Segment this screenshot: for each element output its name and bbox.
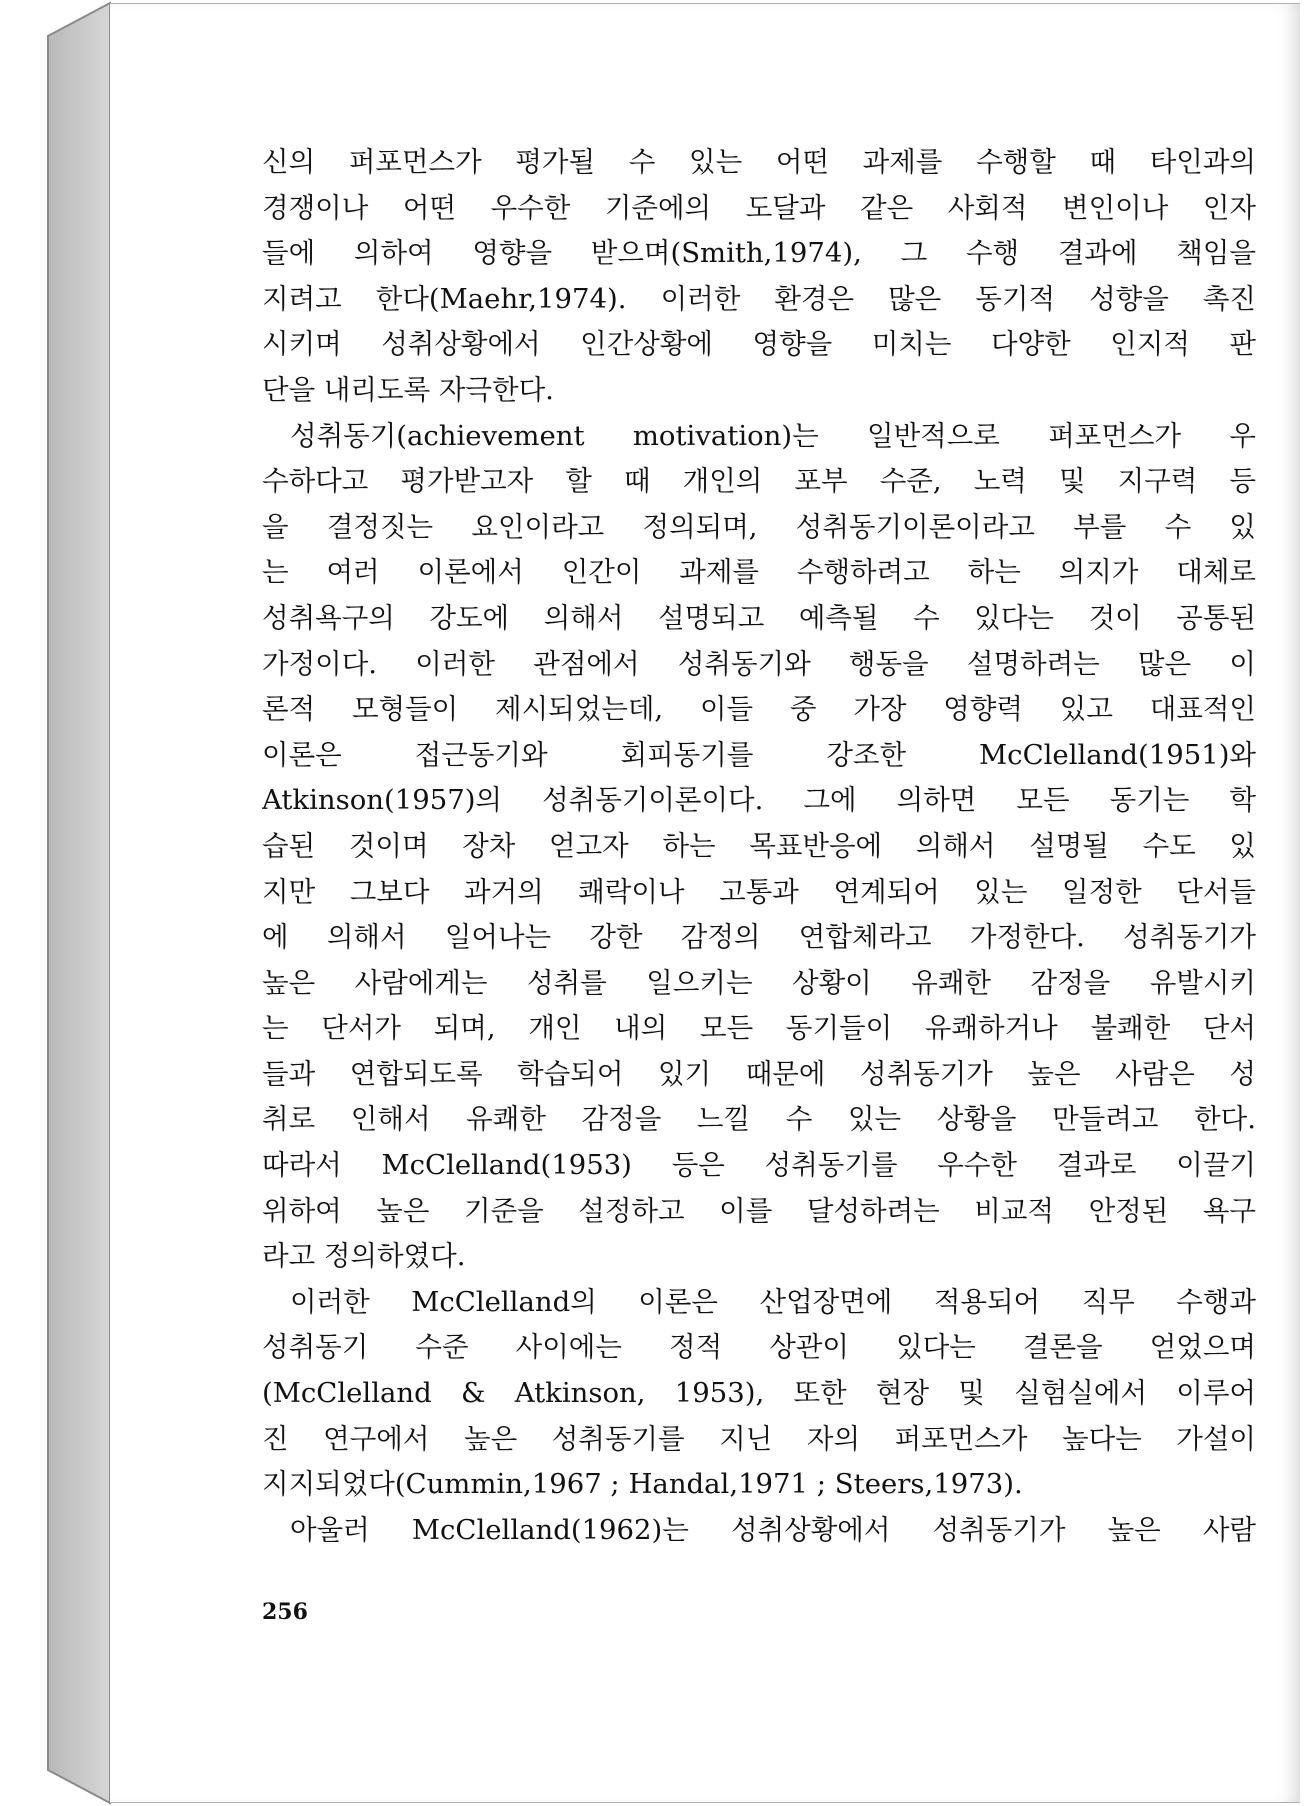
text-line: 단을 내리도록 자극한다. xyxy=(262,373,554,406)
text-line: 는 단서가 되며, 개인 내의 모든 동기들이 유쾌하거나 불쾌한 단서 xyxy=(262,1012,1256,1045)
paragraph-1 xyxy=(262,140,1256,414)
text-line: 높은 사람에게는 성취를 일으키는 상황이 유쾌한 감정을 유발시키 xyxy=(262,966,1256,999)
book-page xyxy=(110,3,1300,1803)
text-line: 경쟁이나 어떤 우수한 기준에의 도달과 같은 사회적 변인이나 인자 xyxy=(262,191,1256,224)
text-line: 들과 연합되도록 학습되어 있기 때문에 성취동기가 높은 사람은 성 xyxy=(262,1057,1256,1090)
text-line: 가정이다. 이러한 관점에서 성취동기와 행동을 설명하려는 많은 이 xyxy=(262,647,1256,680)
paragraph-2 xyxy=(262,414,1256,1280)
text-line: 아울러 McClelland(1962)는 성취상황에서 성취동기가 높은 사람 xyxy=(290,1513,1256,1546)
paragraph-4 xyxy=(262,1508,1256,1554)
text-line: 지만 그보다 과거의 쾌락이나 고통과 연계되어 있는 일정한 단서들 xyxy=(262,875,1256,908)
text-line: 성취동기(achievement motivation)는 일반적으로 퍼포먼스가 우 xyxy=(290,419,1256,452)
book-spine xyxy=(0,0,112,1806)
text-line: Atkinson(1957)의 성취동기이론이다. 그에 의하면 모든 동기는 학 xyxy=(262,784,1256,817)
text-line: 위하여 높은 기준을 설정하고 이를 달성하려는 비교적 안정된 욕구 xyxy=(262,1194,1256,1227)
text-line: 따라서 McClelland(1953) 등은 성취동기를 우수한 결과로 이끌기 xyxy=(262,1149,1256,1182)
text-line: 습된 것이며 장차 얻고자 하는 목표반응에 의해서 설명될 수도 있 xyxy=(262,829,1256,862)
text-line: 지지되었다(Cummin,1967 ; Handal,1971 ; Steers,1973). xyxy=(262,1468,1023,1501)
text-line: 론적 모형들이 제시되었는데, 이들 중 가장 영향력 있고 대표적인 xyxy=(262,693,1256,726)
text-line: 수하다고 평가받고자 할 때 개인의 포부 수준, 노력 및 지구력 등 xyxy=(262,465,1256,498)
page-number: 256 xyxy=(262,1599,308,1625)
text-line: 지려고 한다(Maehr,1974). 이러한 환경은 많은 동기적 성향을 촉진 xyxy=(262,282,1256,315)
text-line: 는 여러 이론에서 인간이 과제를 수행하려고 하는 의지가 대체로 xyxy=(262,556,1256,589)
paragraph-3 xyxy=(262,1280,1256,1508)
text-line: (McClelland & Atkinson, 1953), 또한 현장 및 실험실에서 이루어 xyxy=(262,1377,1256,1410)
text-line: 이러한 McClelland의 이론은 산업장면에 적용되어 직무 수행과 xyxy=(290,1285,1256,1318)
body-text xyxy=(262,140,1256,1553)
text-line: 진 연구에서 높은 성취동기를 지닌 자의 퍼포먼스가 높다는 가설이 xyxy=(262,1422,1256,1455)
text-line: 성취욕구의 강도에 의해서 설명되고 예측될 수 있다는 것이 공통된 xyxy=(262,601,1256,634)
text-line: 들에 의하여 영향을 받으며(Smith,1974), 그 수행 결과에 책임을 xyxy=(262,237,1256,270)
text-line: 에 의해서 일어나는 강한 감정의 연합체라고 가정한다. 성취동기가 xyxy=(262,921,1256,954)
text-line: 시키며 성취상황에서 인간상황에 영향을 미치는 다양한 인지적 판 xyxy=(262,328,1256,361)
text-line: 라고 정의하였다. xyxy=(262,1240,466,1273)
text-line: 성취동기 수준 사이에는 정적 상관이 있다는 결론을 얻었으며 xyxy=(262,1331,1256,1364)
text-line: 을 결정짓는 요인이라고 정의되며, 성취동기이론이라고 부를 수 있 xyxy=(262,510,1256,543)
text-line: 신의 퍼포먼스가 평가될 수 있는 어떤 과제를 수행할 때 타인과의 xyxy=(262,146,1256,178)
text-line: 이론은 접근동기와 회피동기를 강조한 McClelland(1951)와 xyxy=(262,738,1256,771)
text-line: 취로 인해서 유쾌한 감정을 느낄 수 있는 상황을 만들려고 한다. xyxy=(262,1103,1256,1136)
